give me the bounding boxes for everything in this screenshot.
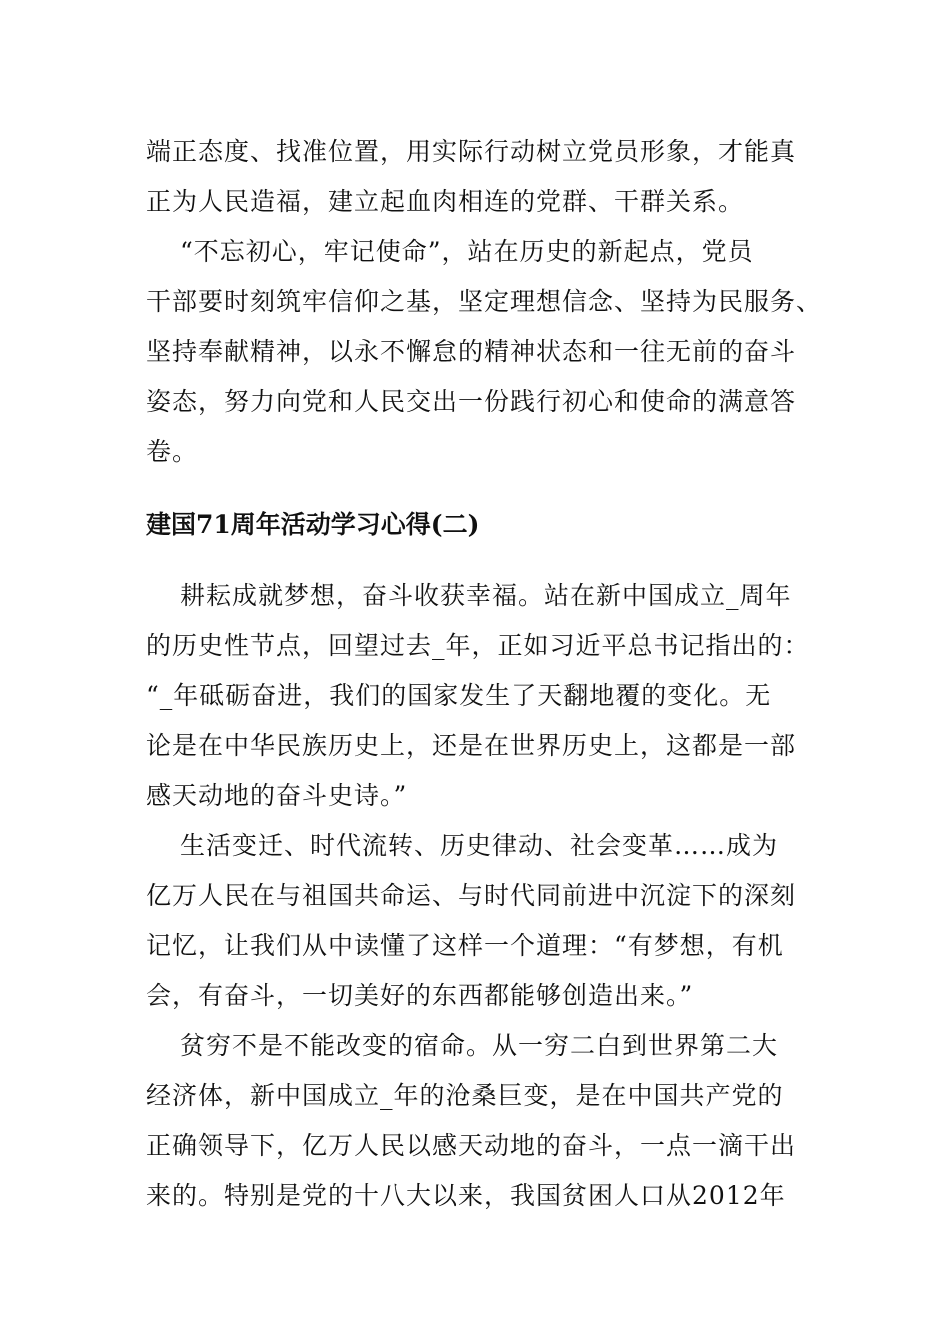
paragraph-line: 经济体，新中国成立_年的沧桑巨变，是在中国共产党的: [146, 1081, 784, 1110]
paragraph-line: 端正态度、找准位置，用实际行动树立党员形象，才能真: [146, 137, 797, 166]
paragraph-line: 正确领导下，亿万人民以感天动地的奋斗，一点一滴干出: [146, 1131, 797, 1160]
paragraph-line: 干部要时刻筑牢信仰之基，坚定理想信念、坚持为民服务、: [146, 287, 823, 316]
paragraph-line: 贫穷不是不能改变的宿命。从一穷二白到世界第二大: [180, 1031, 779, 1060]
paragraph-line: 生活变迁、时代流转、历史律动、社会变革……成为: [180, 831, 779, 860]
paragraph-line: 姿态，努力向党和人民交出一份践行初心和使命的满意答: [146, 387, 797, 416]
paragraph-line: 会，有奋斗，一切美好的东西都能够创造出来。”: [146, 981, 694, 1010]
paragraph-line: 来的。特别是党的十八大以来，我国贫困人口从2012年: [146, 1181, 786, 1210]
paragraph-line: 记忆，让我们从中读懂了这样一个道理：“有梦想，有机: [146, 931, 784, 960]
paragraph-line: 正为人民造福，建立起血肉相连的党群、干群关系。: [146, 187, 745, 216]
paragraph-line: 感天动地的奋斗史诗。”: [146, 781, 408, 810]
section-heading: 建国71周年活动学习心得(二): [146, 510, 480, 539]
paragraph-line: 耕耘成就梦想，奋斗收获幸福。站在新中国成立_周年: [180, 581, 792, 610]
paragraph-line: “_年砥砺奋进，我们的国家发生了天翻地覆的变化。无: [146, 681, 772, 710]
paragraph-line: 卷。: [146, 437, 199, 466]
paragraph-line: 论是在中华民族历史上，还是在世界历史上，这都是一部: [146, 731, 797, 760]
paragraph-line: 坚持奉献精神，以永不懈怠的精神状态和一往无前的奋斗: [146, 337, 797, 366]
paragraph-line: “不忘初心，牢记使命”，站在历史的新起点，党员: [180, 237, 754, 266]
paragraph-line: 的历史性节点，回望过去_年，正如习近平总书记指出的：: [146, 631, 810, 660]
paragraph-line: 亿万人民在与祖国共命运、与时代同前进中沉淀下的深刻: [146, 881, 797, 910]
